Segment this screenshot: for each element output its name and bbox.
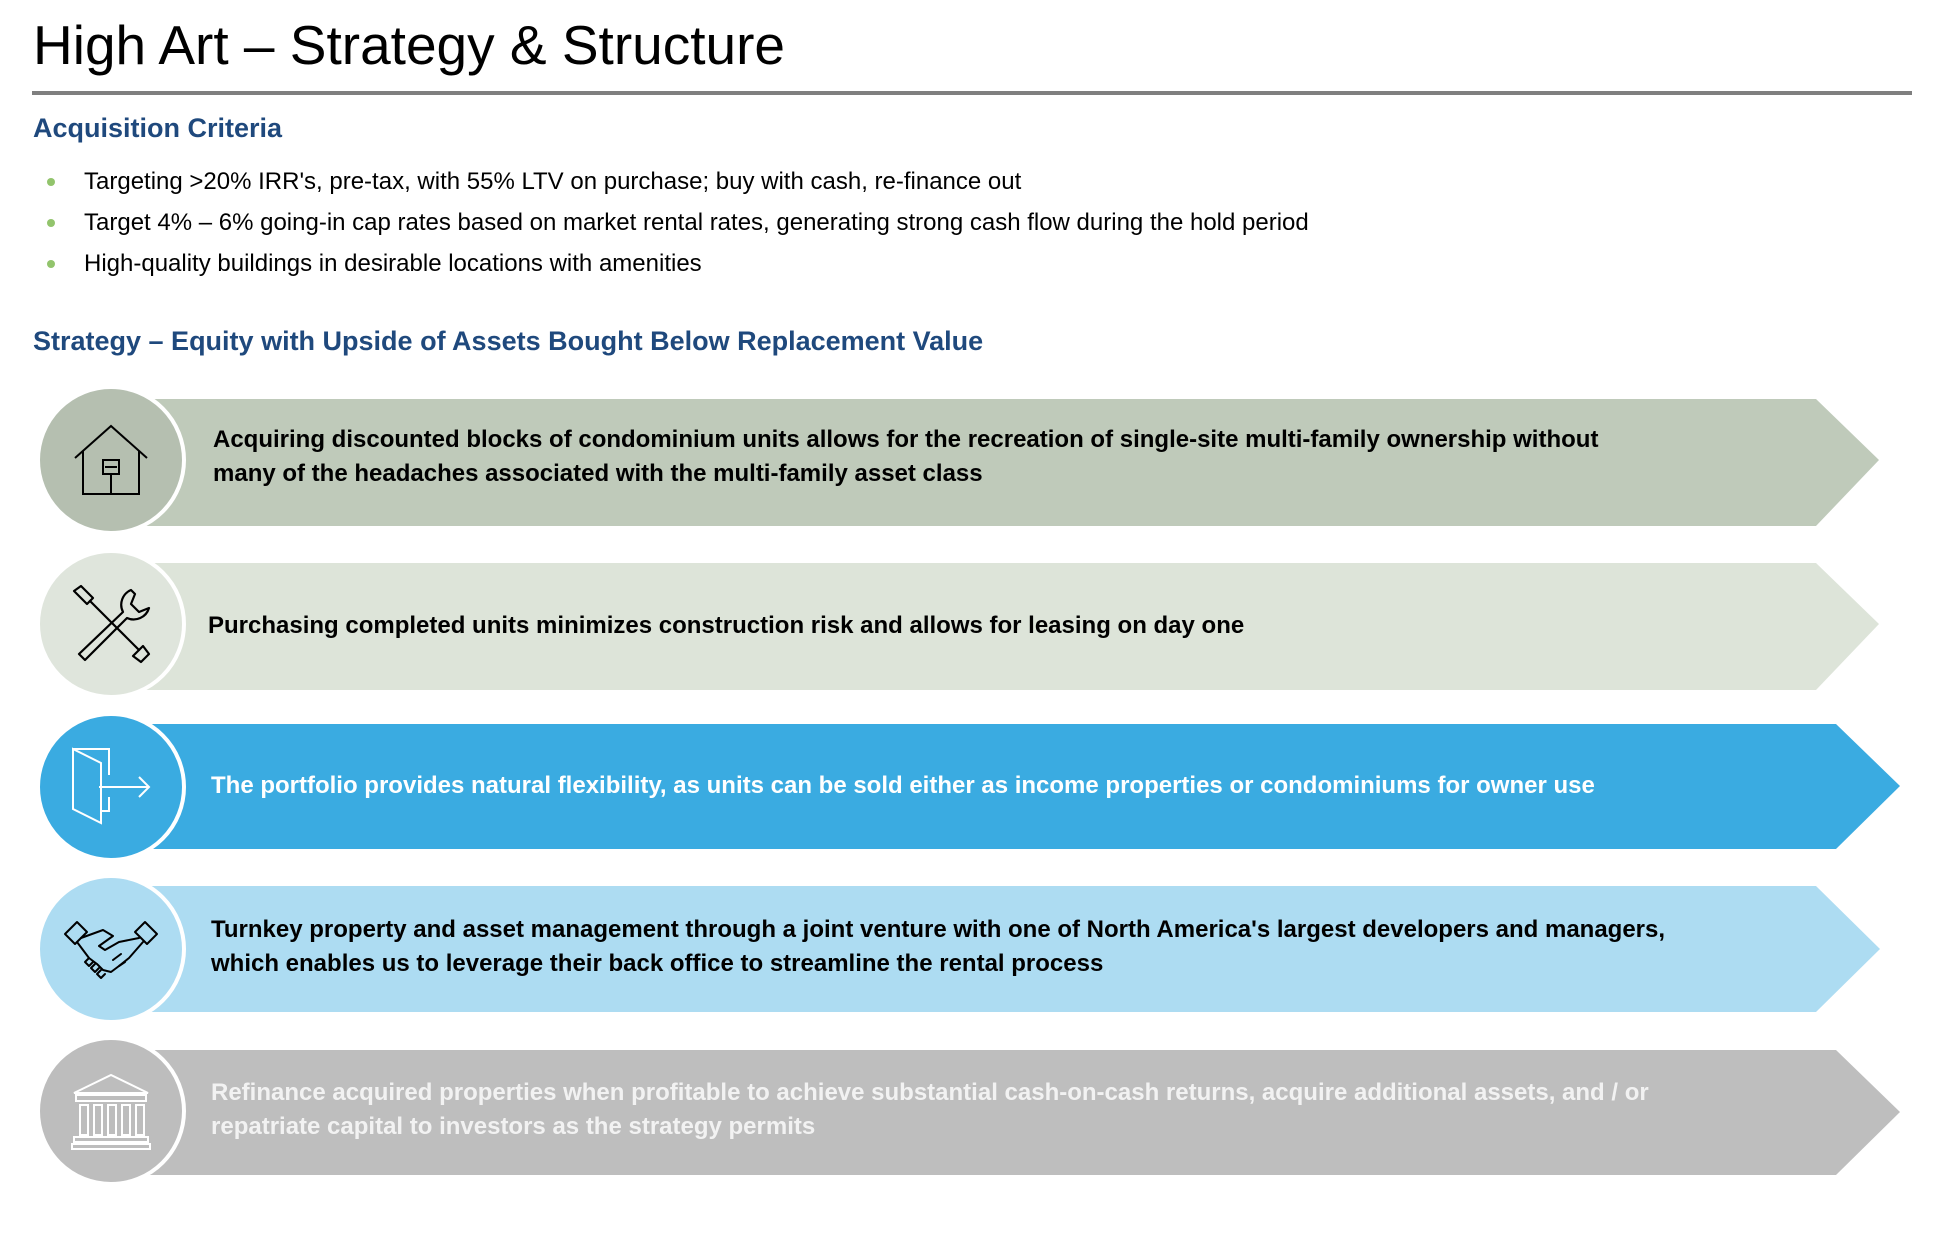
strategy-text-line: many of the headaches associated with the multi-family asset class bbox=[213, 460, 983, 487]
strategy-heading: Strategy – Equity with Upside of Assets Bought Below Replacement Value bbox=[33, 326, 984, 356]
acquisition-criteria-list bbox=[44, 164, 1309, 287]
strategy-row-1 bbox=[36, 385, 1916, 535]
strategy-text-line: Purchasing completed units minimizes construction risk and allows for leasing on day one bbox=[208, 612, 1245, 639]
exit-door-icon bbox=[69, 745, 153, 829]
house-icon-circle bbox=[36, 385, 186, 535]
tools-icon bbox=[69, 582, 153, 666]
strategy-row-5 bbox=[36, 1036, 1916, 1186]
strategy-text bbox=[213, 423, 1598, 491]
bullet-text: Targeting >20% IRR's, pre-tax, with 55% LTV on purchase; buy with cash, re-finance out bbox=[84, 168, 1022, 195]
strategy-text-line: The portfolio provides natural flexibility, as units can be sold either as income properties or condominiums for owner use bbox=[211, 772, 1595, 799]
page-title: High Art – Strategy & Structure bbox=[33, 14, 786, 76]
strategy-text-line: repatriate capital to investors as the strategy permits bbox=[211, 1113, 816, 1140]
bullet-text: High-quality buildings in desirable locations with amenities bbox=[84, 250, 702, 277]
bank-building-icon bbox=[70, 1071, 152, 1151]
strategy-row-2 bbox=[36, 549, 1916, 699]
strategy-text-line: Acquiring discounted blocks of condominium units allows for the recreation of single-site multi-family ownership without bbox=[213, 426, 1599, 453]
tools-icon-circle bbox=[36, 549, 186, 699]
bank-building-icon-circle bbox=[36, 1036, 186, 1186]
list-item bbox=[44, 164, 1309, 205]
bullet-text: Target 4% – 6% going-in cap rates based on market rental rates, generating strong cash flow during the hold period bbox=[84, 209, 1309, 236]
exit-door-icon-circle bbox=[36, 712, 186, 862]
strategy-row-3 bbox=[36, 712, 1916, 862]
strategy-text bbox=[208, 609, 1244, 643]
house-icon bbox=[71, 420, 151, 500]
bullet-icon bbox=[47, 219, 55, 227]
strategy-text bbox=[211, 1076, 1649, 1144]
bullet-icon bbox=[47, 178, 55, 186]
strategy-text-line: which enables us to leverage their back office to streamline the rental process bbox=[211, 950, 1104, 977]
strategy-row-4 bbox=[36, 874, 1916, 1024]
strategy-text bbox=[211, 913, 1665, 981]
strategy-text-line: Turnkey property and asset management through a joint venture with one of North America's largest developers and managers, bbox=[211, 916, 1666, 943]
acquisition-criteria-heading: Acquisition Criteria bbox=[33, 113, 283, 143]
title-divider bbox=[32, 91, 1912, 95]
list-item bbox=[44, 205, 1309, 246]
strategy-text-line: Refinance acquired properties when profitable to achieve substantial cash-on-cash returns, acquire additional assets, and / or bbox=[211, 1079, 1649, 1106]
handshake-icon-circle bbox=[36, 874, 186, 1024]
bullet-icon bbox=[47, 260, 55, 268]
list-item bbox=[44, 246, 1309, 287]
handshake-icon bbox=[63, 914, 159, 984]
strategy-text bbox=[211, 769, 1595, 803]
